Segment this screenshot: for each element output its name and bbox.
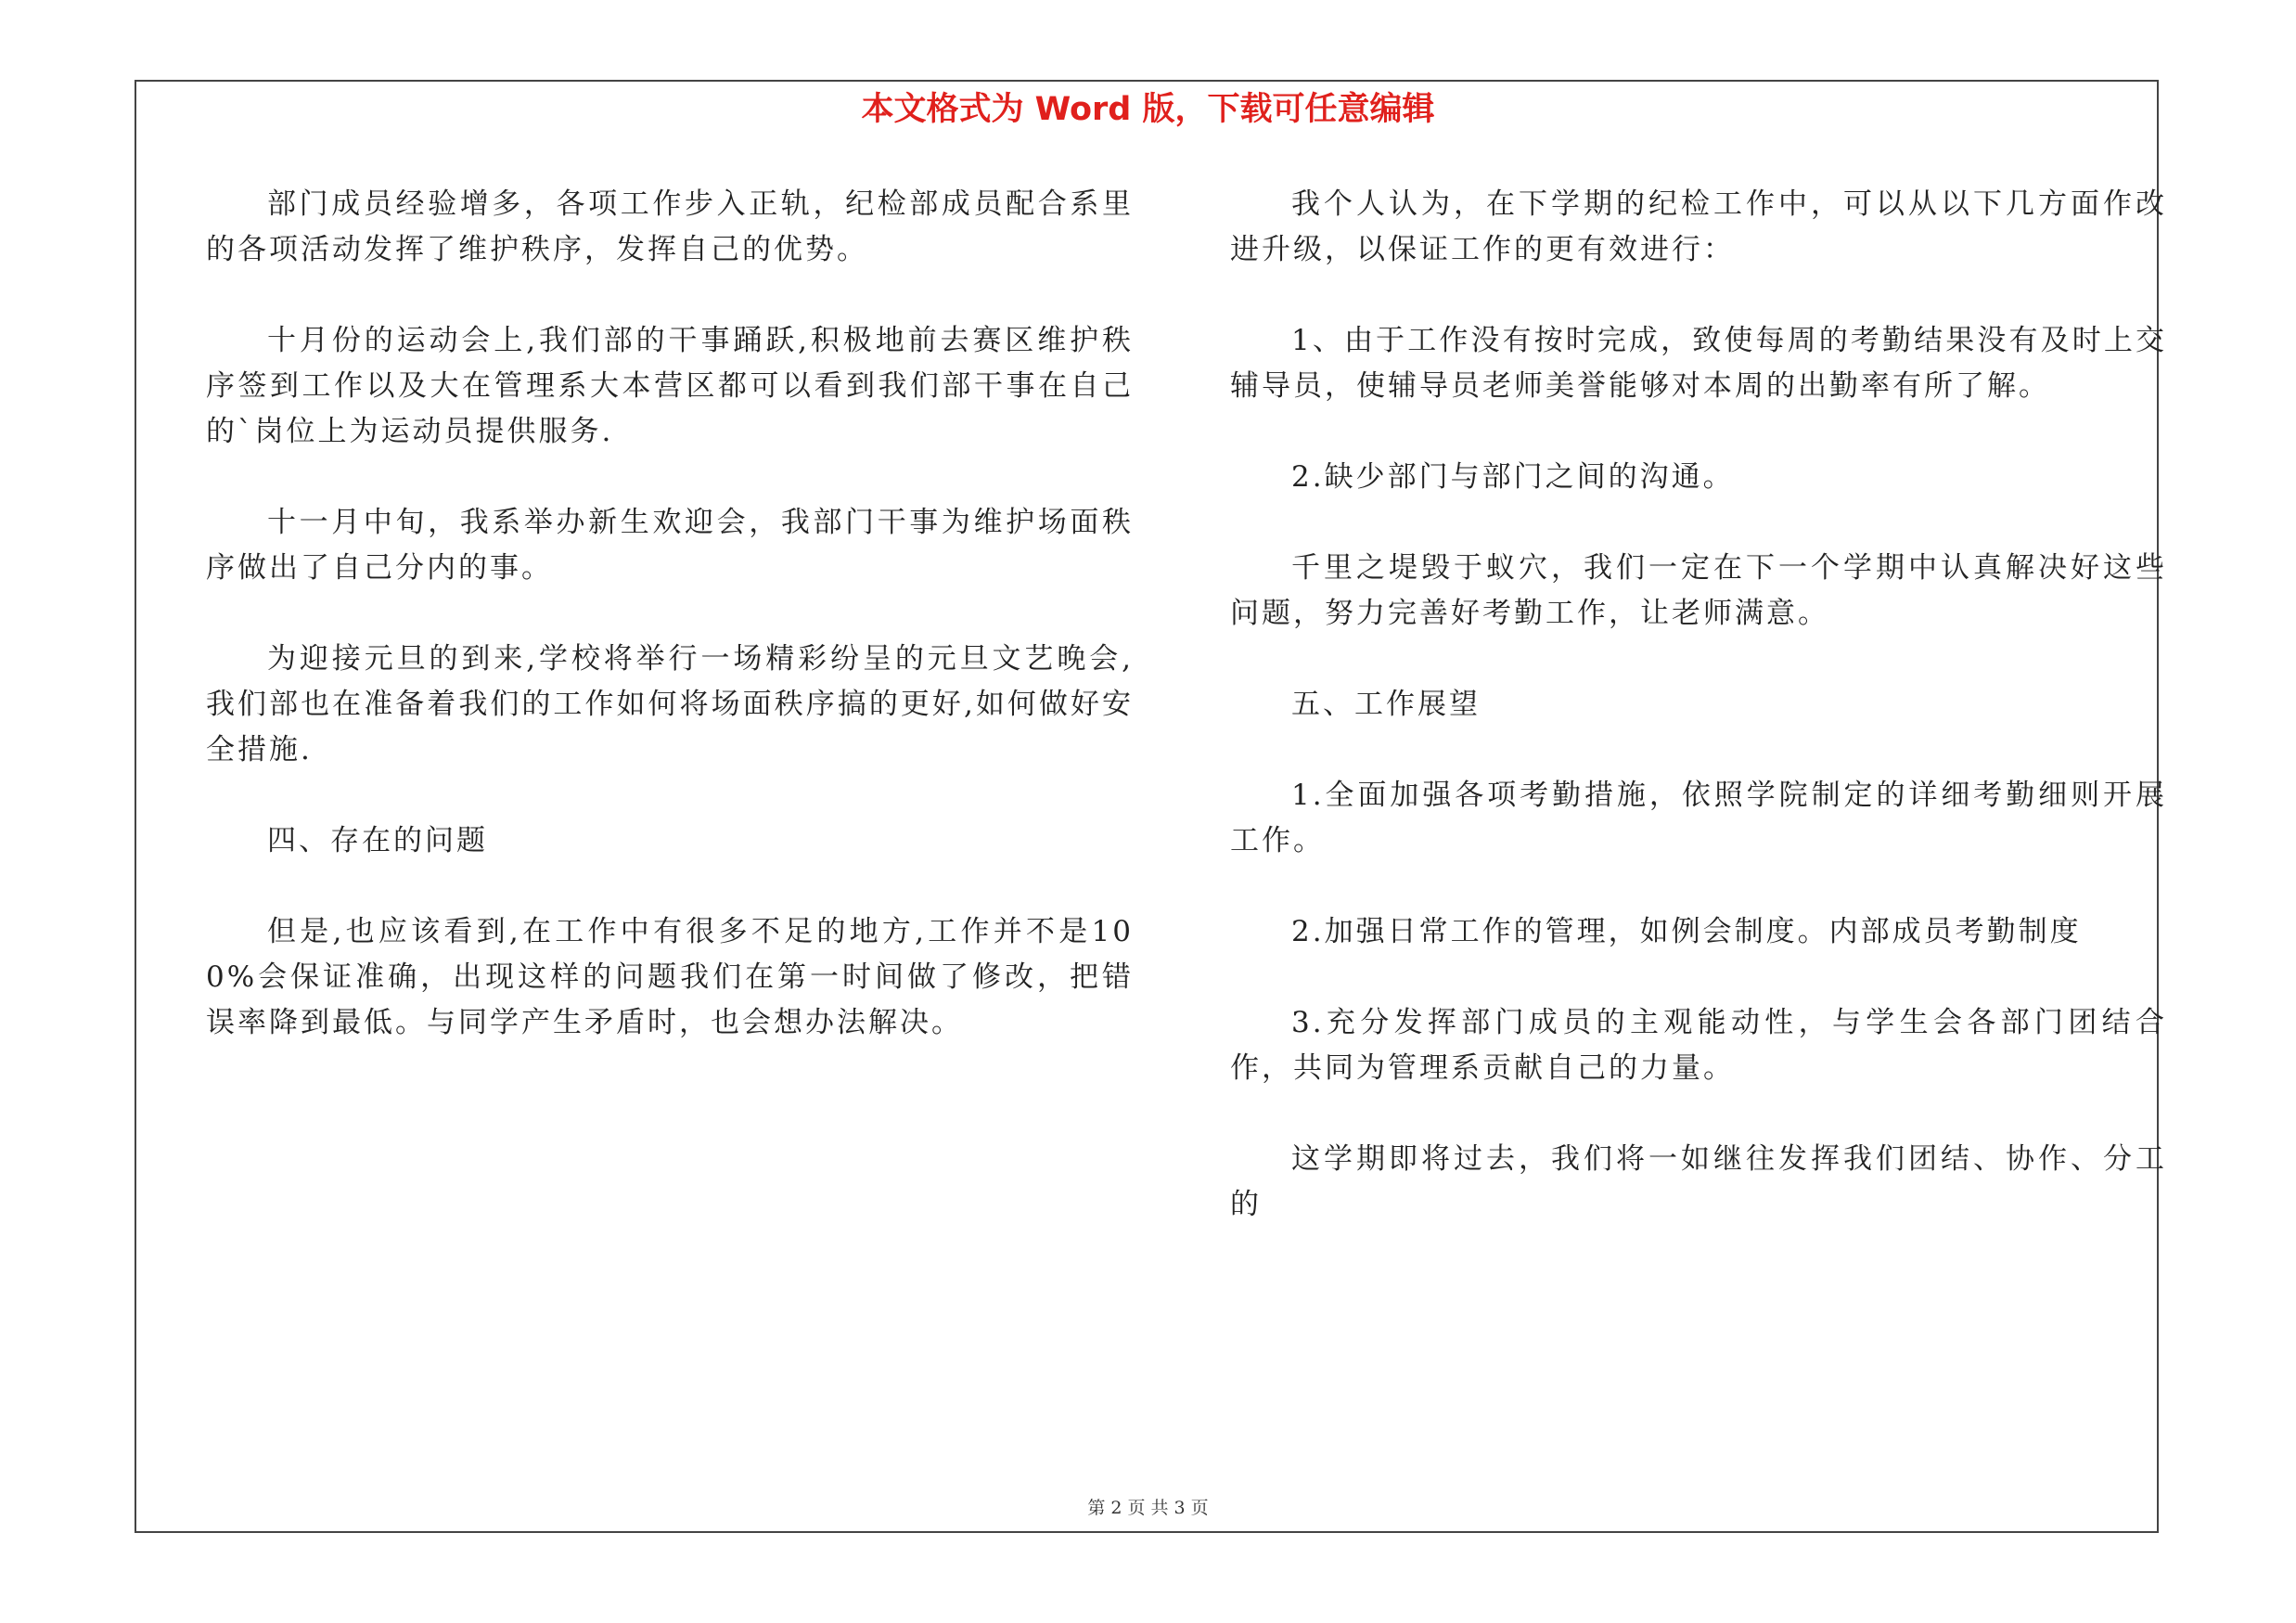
section-heading-problems: 四、存在的问题 (267, 824, 488, 857)
word-format-banner: 本文格式为 Word 版，下载可任意编辑 (861, 91, 1435, 128)
paragraph: 千里之堤毁于蚁穴，我们一定在下一个学期中认真解决好这些问题，努力完善好考勤工作，让老师满意。 (1230, 551, 2167, 630)
paragraph: 但是,也应该看到,在工作中有很多不足的地方,工作并不是100%会保证准确，出现这样的问题我们在第一时间做了修改，把错误率降到最低。与同学产生矛盾时，也会想办法解决。 (206, 915, 1134, 1039)
paragraph: 这学期即将过去，我们将一如继往发挥我们团结、协作、分工的 (1230, 1142, 2167, 1221)
paragraph: 我个人认为，在下学期的纪检工作中，可以从以下几方面作改进升级，以保证工作的更有效进行： (1230, 187, 2167, 266)
page-number-footer: 第 2 页 共 3 页 (1087, 1498, 1209, 1518)
list-item: 1、由于工作没有按时完成，致使每周的考勤结果没有及时上交辅导员，使辅导员老师美誉能够对本周的出勤率有所了解。 (1230, 324, 2167, 403)
paragraph: 十一月中旬，我系举办新生欢迎会，我部门干事为维护场面秩序做出了自己分内的事。 (206, 506, 1134, 585)
paragraph: 为迎接元旦的到来,学校将举行一场精彩纷呈的元旦文艺晚会,我们部也在准备着我们的工作如何将场面秩序搞的更好,如何做好安全措施. (206, 642, 1134, 766)
paragraph: 十月份的运动会上,我们部的干事踊跃,积极地前去赛区维护秩序签到工作以及大在管理系大本营区都可以看到我们部干事在自己的`岗位上为运动员提供服务. (206, 324, 1134, 448)
right-text-column (1230, 182, 2167, 1273)
list-item: 2.缺少部门与部门之间的沟通。 (1291, 460, 1735, 494)
list-item: 2.加强日常工作的管理，如例会制度。内部成员考勤制度 (1291, 915, 2082, 948)
section-heading-outlook: 五、工作展望 (1291, 688, 1481, 721)
list-item: 3.充分发挥部门成员的主观能动性，与学生会各部门团结合作，共同为管理系贡献自己的力量。 (1230, 1006, 2167, 1085)
left-text-column (206, 182, 1134, 1091)
list-item: 1.全面加强各项考勤措施，依照学院制定的详细考勤细则开展工作。 (1230, 779, 2167, 857)
paragraph: 部门成员经验增多，各项工作步入正轨，纪检部成员配合系里的各项活动发挥了维护秩序，发挥自己的优势。 (206, 187, 1134, 266)
